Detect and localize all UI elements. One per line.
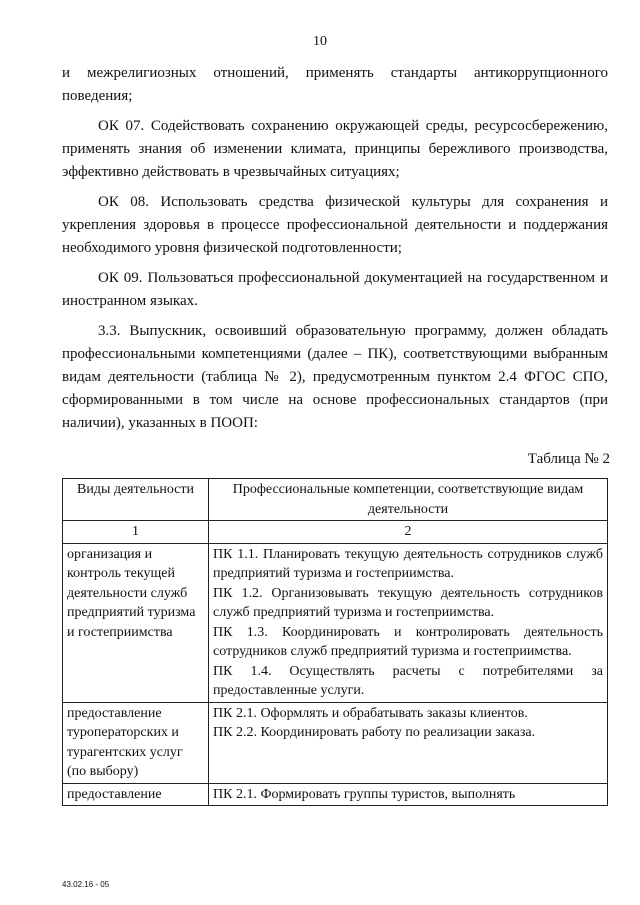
- page-number: 10: [313, 34, 327, 49]
- competencies-cell: [209, 783, 608, 806]
- header-competencies: Профессиональные компетенции, соответствующие видам деятельности: [209, 479, 608, 521]
- table-row: [63, 783, 608, 806]
- paragraph-ok09: ОК 09. Пользоваться профессиональной документацией на государственном и иностранном языках.: [62, 270, 608, 309]
- competencies-cell: [209, 702, 608, 783]
- header-activities: Виды деятельности: [63, 479, 209, 521]
- table-row: [63, 543, 608, 702]
- table-header-row: [63, 479, 608, 521]
- competency-pk-1-3: ПК 1.3. Координировать и контролировать деятельность сотрудников служб предприятий туризма и гостеприимства.: [213, 624, 603, 659]
- paragraph-ok07: ОК 07. Содействовать сохранению окружающей среды, ресурсосбережению, применять знания об изменении климата, принципы бережливого производства, эффективно действовать в чрезвычайных ситуациях;: [62, 118, 608, 180]
- paragraph-continuation: и межрелигиозных отношений, применять стандарты антикоррупционного поведения;: [62, 65, 608, 104]
- footer-code: 43.02.16 - 05: [62, 880, 110, 889]
- body-text: [62, 62, 608, 435]
- activity-cell: организация и контроль текущей деятельности служб предприятий туризма и гостеприимства: [63, 543, 209, 702]
- competency-pk-2-1-b: ПК 2.1. Формировать группы туристов, выполнять: [213, 786, 516, 802]
- table-caption: Таблица № 2: [527, 451, 610, 467]
- competencies-table: [62, 478, 608, 806]
- table-row: [63, 702, 608, 783]
- column-number-2: 2: [209, 521, 608, 544]
- competency-pk-2-2: ПК 2.2. Координировать работу по реализации заказа.: [213, 725, 536, 740]
- table-number-row: [63, 521, 608, 544]
- competency-pk-1-1: ПК 1.1. Планировать текущую деятельность сотрудников служб предприятий туризма и гостеприимства.: [213, 546, 603, 581]
- activity-cell: предоставление туроператорских и турагентских услуг (по выбору): [63, 702, 209, 783]
- competency-pk-1-2: ПК 1.2. Организовывать текущую деятельность сотрудников служб предприятий туризма и гостеприимства.: [213, 585, 603, 620]
- competency-pk-2-1: ПК 2.1. Оформлять и обрабатывать заказы клиентов.: [213, 705, 528, 721]
- paragraph-ok08: ОК 08. Использовать средства физической культуры для сохранения и укрепления здоровья в процессе профессиональной деятельности и поддержания необходимого уровня физической подготовленности;: [62, 194, 608, 256]
- activity-cell: предоставление: [63, 783, 209, 806]
- competencies-cell: [209, 543, 608, 702]
- paragraph-3-3: 3.3. Выпускник, освоивший образовательную программу, должен обладать профессиональными компетенциями (далее – ПК), соответствующими выбранным видам деятельности (таблица № 2), предусмотренным пунктом 2.4 ФГОС СПО, сформированными в том числе на основе профессиональных стандартов (при наличии), указанных в ПООП:: [62, 323, 608, 431]
- competency-pk-1-4: ПК 1.4. Осуществлять расчеты с потребителями за предоставленные услуги.: [213, 663, 603, 698]
- column-number-1: 1: [63, 521, 209, 544]
